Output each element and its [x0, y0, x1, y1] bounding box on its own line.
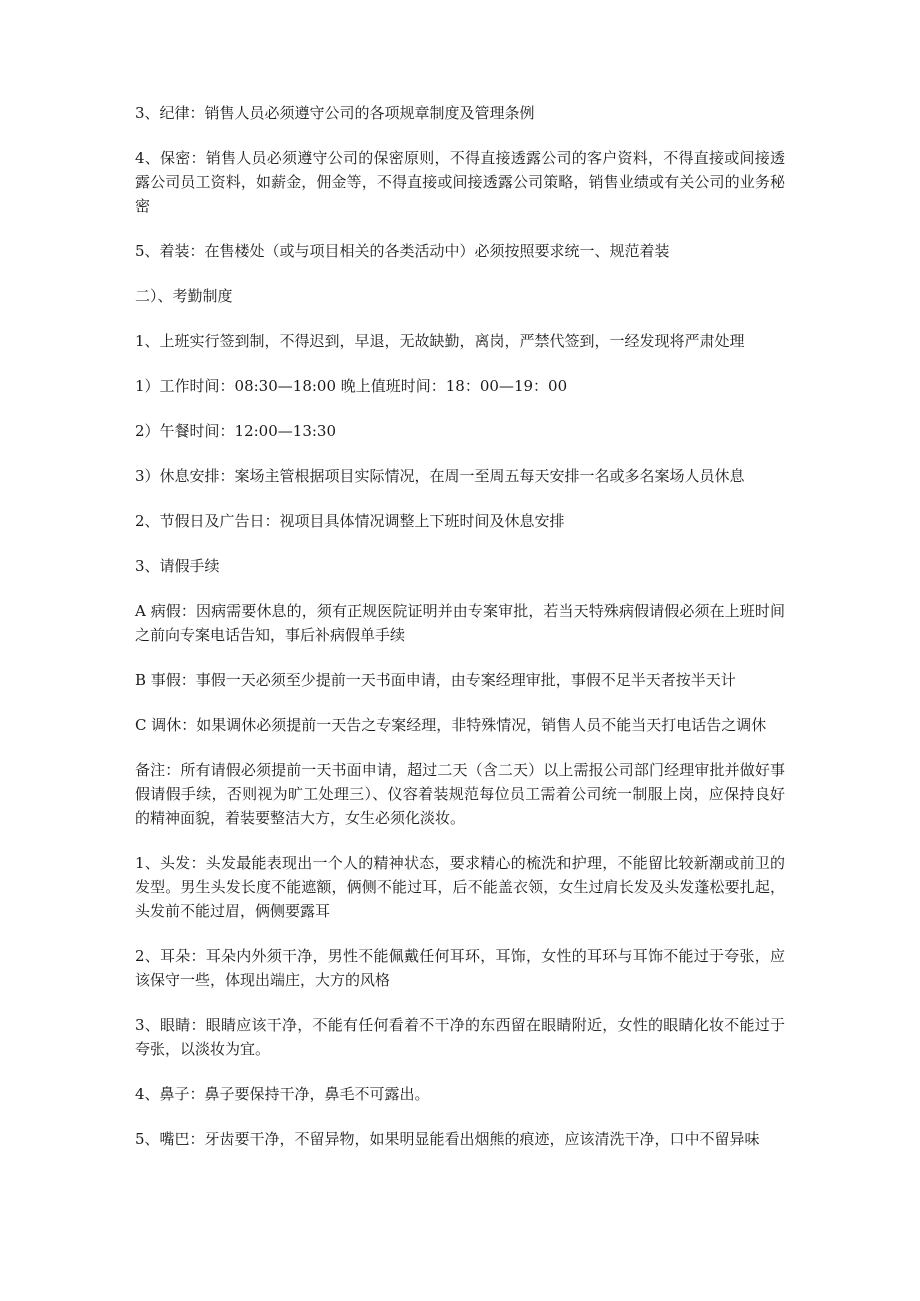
paragraph-nose: 4、鼻子：鼻子要保持干净，鼻毛不可露出。: [135, 1085, 430, 1103]
paragraph-holidays: 2、节假日及广告日：视项目具体情况调整上下班时间及休息安排: [135, 512, 565, 530]
paragraph-ears: 2、耳朵：耳朵内外须干净，男性不能佩戴任何耳环，耳饰，女性的耳环与耳饰不能过于夸张，应该保守一些，体现出端庄，大方的风格: [135, 947, 785, 989]
paragraph-compensatory-leave: C 调休：如果调休必须提前一天告之专案经理，非特殊情况，销售人员不能当天打电话告之调休: [135, 716, 767, 734]
section-heading-attendance: 二）、考勤制度: [135, 287, 233, 305]
paragraph-mouth: 5、嘴巴：牙齿要干净，不留异物，如果明显能看出烟熊的痕迹，应该清洗干净，口中不留异味: [135, 1130, 760, 1148]
paragraph-sign-in: 1、上班实行签到制，不得迟到，早退，无故缺勤，离岗，严禁代签到，一经发现将严肃处理: [135, 332, 745, 350]
paragraph-sick-leave: A 病假：因病需要休息的，须有正规医院证明并由专案审批，若当天特殊病假请假必须在上班时间之前向专案电话告知，事后补病假单手续: [135, 602, 785, 644]
paragraph-confidentiality: 4、保密：销售人员必须遵守公司的保密原则，不得直接透露公司的客户资料，不得直接或间接透露公司员工资料，如薪金，佣金等，不得直接或间接透露公司策略，销售业绩或有关公司的业务秘密: [135, 149, 785, 215]
paragraph-leave-procedure: 3、请假手续: [135, 557, 220, 575]
paragraph-hair: 1、头发：头发最能表现出一个人的精神状态，要求精心的梳洗和护理，不能留比较新潮或前卫的发型。男生头发长度不能遮额，俩侧不能过耳，后不能盖衣领，女生过肩长发及头发蓬松要扎起，头发前不能过眉，俩侧要露耳: [135, 854, 785, 920]
paragraph-discipline: 3、纪律：销售人员必须遵守公司的各项规章制度及管理条例: [135, 104, 535, 122]
paragraph-personal-leave: B 事假：事假一天必须至少提前一天书面申请，由专案经理审批，事假不足半天者按半天计: [135, 671, 736, 689]
paragraph-rest-arrangement: 3）休息安排：案场主管根据项目实际情况，在周一至周五每天安排一名或多名案场人员休息: [135, 467, 745, 485]
paragraph-lunch-time: 2）午餐时间：12:00—13:30: [135, 422, 336, 440]
paragraph-eyes: 3、眼睛：眼睛应该干净，不能有任何看着不干净的东西留在眼睛附近，女性的眼睛化妆不能过于夸张，以淡妆为宜。: [135, 1016, 785, 1058]
document-body: [135, 101, 785, 1172]
paragraph-remarks: 备注：所有请假必须提前一天书面申请，超过二天（含二天）以上需报公司部门经理审批并做好事假请假手续，否则视为旷工处理三）、仪容着装规范每位员工需着公司统一制服上岗，应保持良好的精神面貌，着装要整洁大方，女生必须化淡妆。: [135, 761, 785, 827]
paragraph-work-hours: 1）工作时间：08:30—18:00 晚上值班时间：18：00—19：00: [135, 377, 568, 395]
paragraph-dress-code: 5、着装：在售楼处（或与项目相关的各类活动中）必须按照要求统一、规范着装: [135, 242, 670, 260]
